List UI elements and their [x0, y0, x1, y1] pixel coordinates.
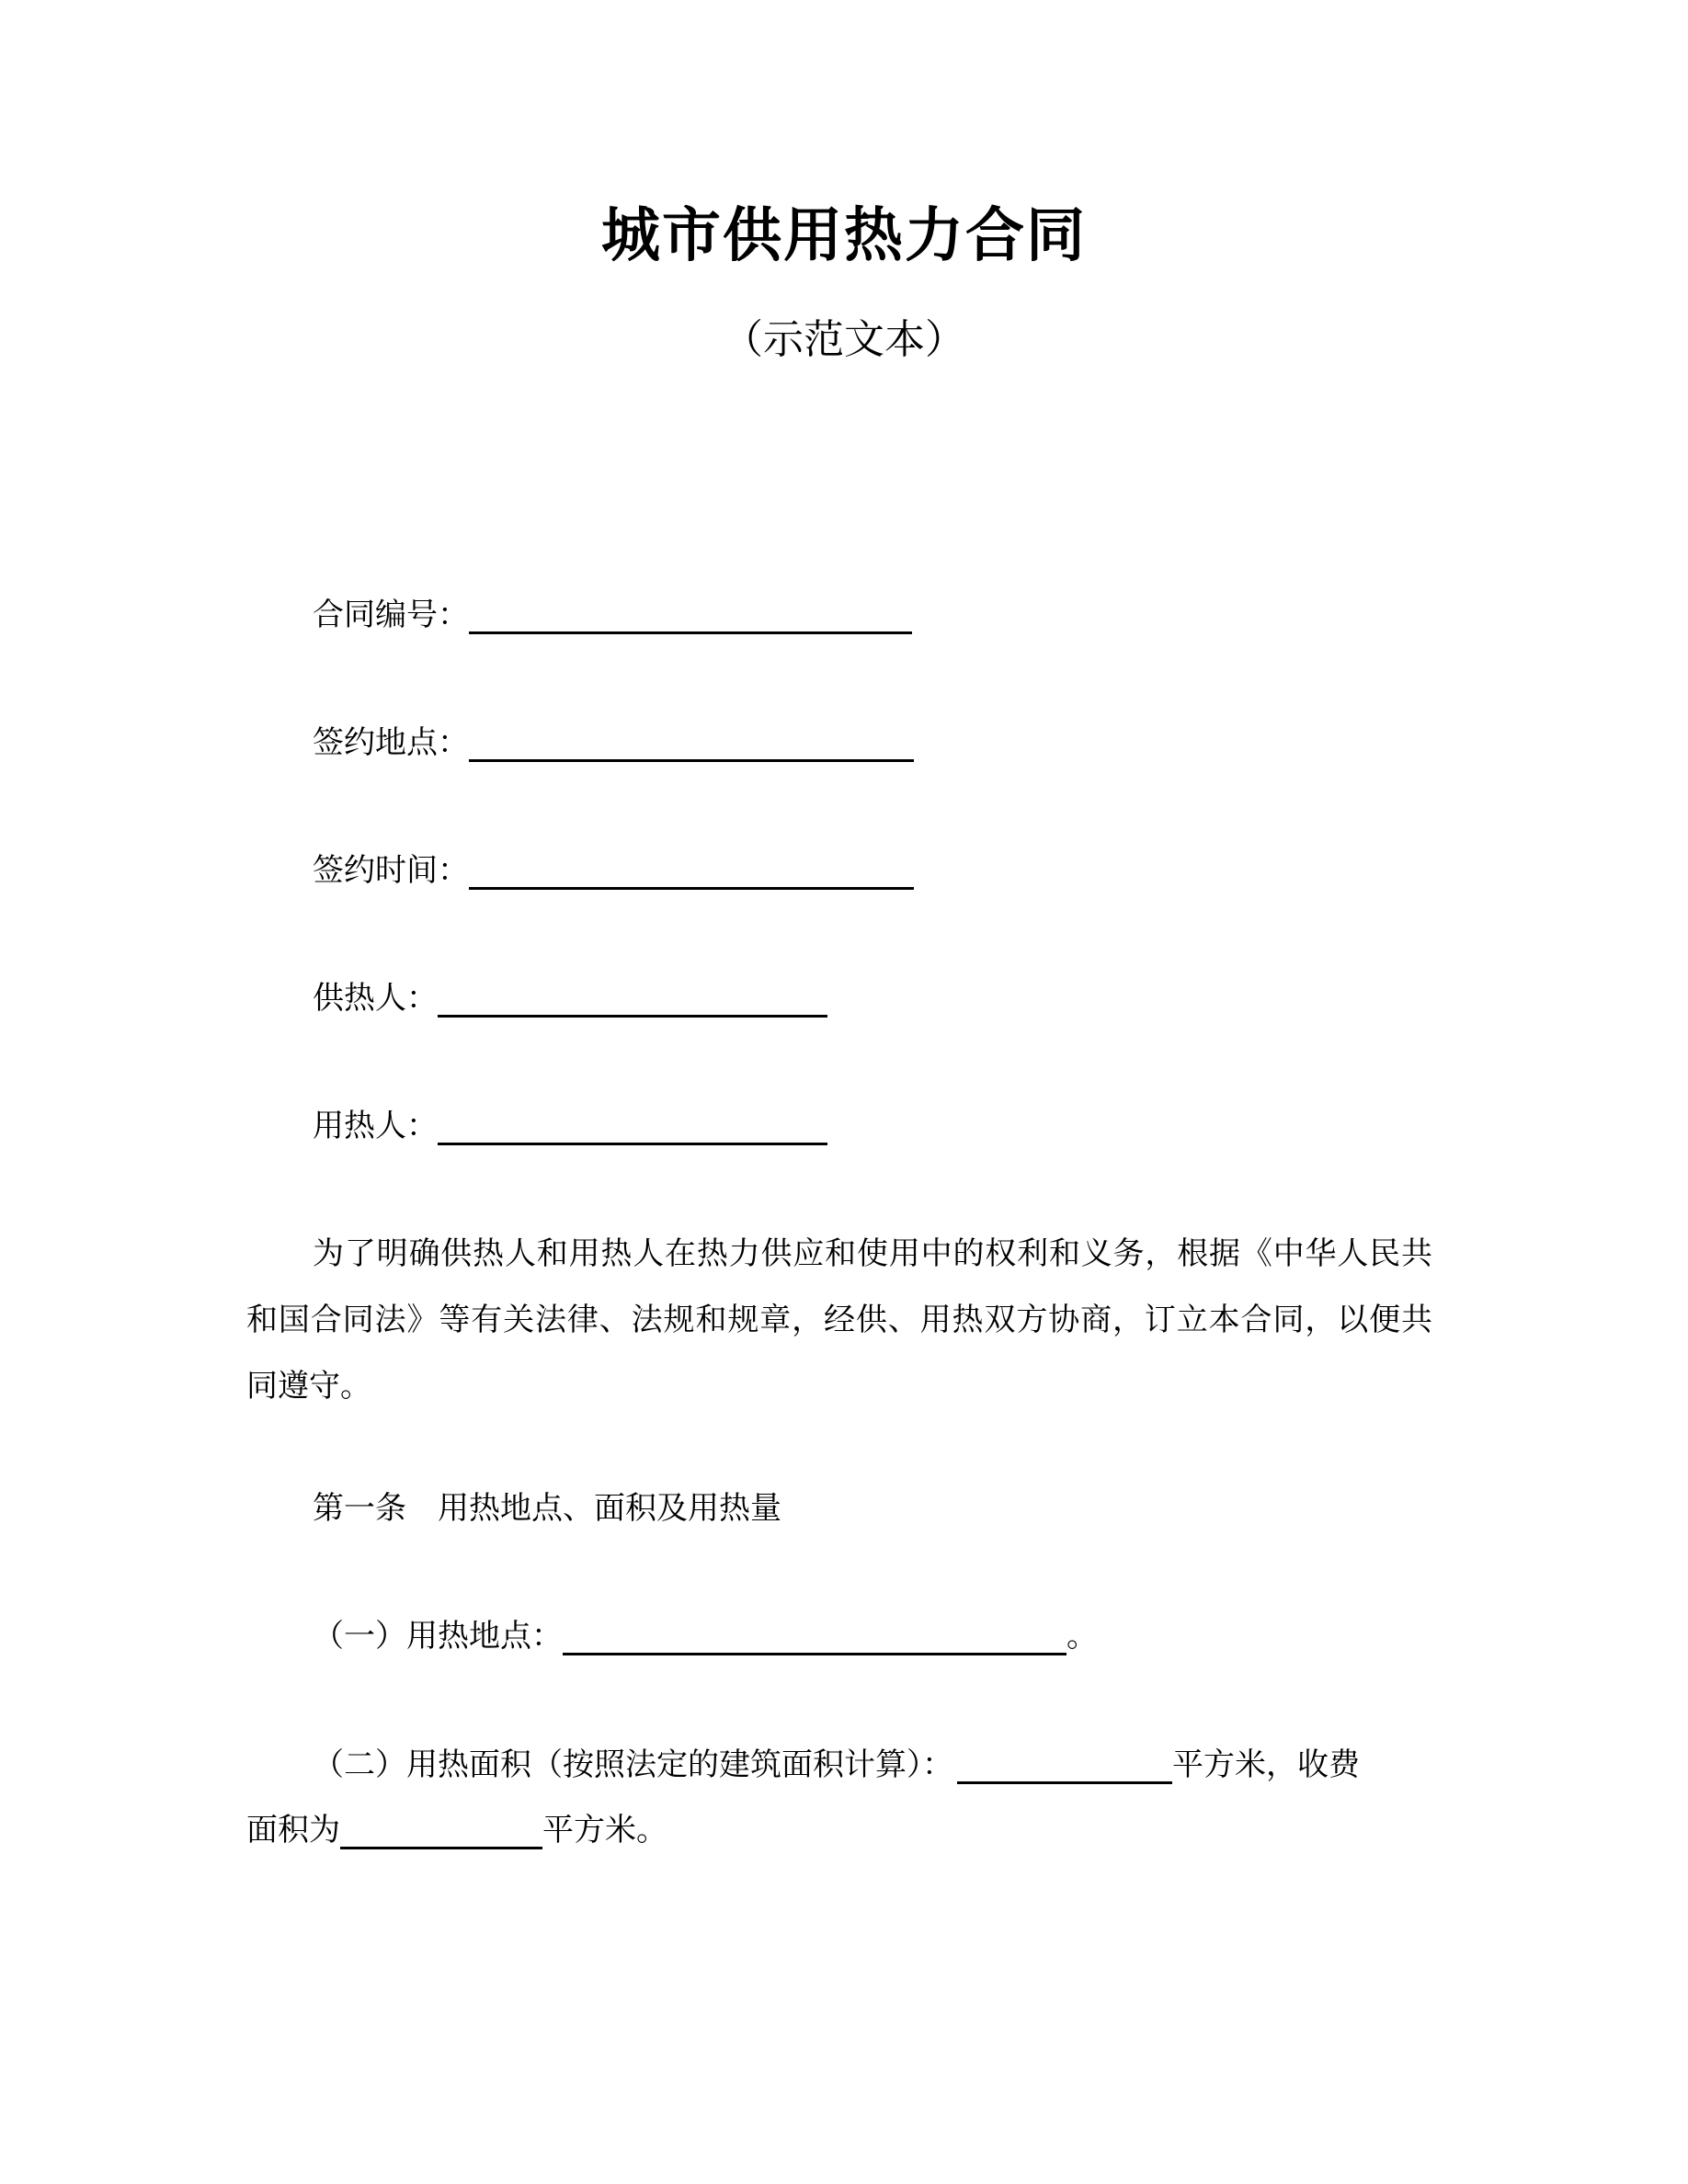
document-title: 城市供用热力合同 [601, 202, 1087, 270]
sign-time-blank [469, 852, 914, 890]
document-subtitle: （示范文本） [723, 316, 965, 363]
item-2-line-2-prefix: 面积为 [246, 1812, 340, 1848]
heat-supplier-label: 供热人： [313, 980, 438, 1017]
article-1-item-1 [313, 1613, 1098, 1659]
sign-time-label: 签约时间： [313, 852, 469, 889]
heat-user-blank [438, 1108, 827, 1145]
item-1-label: （一）用热地点： [313, 1618, 563, 1655]
sign-time-field [313, 847, 914, 893]
heat-area-blank [957, 1746, 1172, 1784]
contract-number-field [313, 592, 912, 638]
article-1-item-2-line-2 [246, 1807, 667, 1853]
heat-supplier-field [313, 975, 827, 1021]
item-2-unit-1: 平方米，收费 [1172, 1746, 1360, 1783]
article-1-number: 第一条 [313, 1490, 406, 1527]
item-1-end: 。 [1066, 1618, 1098, 1655]
contract-number-blank [469, 597, 912, 634]
item-2-label: （二）用热面积（按照法定的建筑面积计算）： [313, 1746, 953, 1783]
preamble-paragraph: 为了明确供热人和用热人在热力供应和使用中的权利和义务，根据《中华人民共和国合同法》等有关法律、法规和规章，经供、用热双方协商，订立本合同，以便共同遵守。 [246, 1235, 1432, 1405]
heat-user-label: 用热人： [313, 1108, 438, 1144]
heat-supplier-blank [438, 980, 827, 1018]
heat-user-field [313, 1103, 827, 1149]
sign-place-field [313, 720, 914, 766]
contract-number-label: 合同编号： [313, 597, 469, 633]
charge-area-blank [340, 1812, 542, 1849]
heat-location-blank [563, 1618, 1066, 1655]
article-1-title: 用热地点、面积及用热量 [438, 1490, 781, 1527]
article-1-item-2-line-1 [313, 1742, 1360, 1788]
sign-place-blank [469, 724, 914, 762]
item-2-unit-2: 平方米。 [542, 1812, 667, 1848]
article-1-heading [313, 1485, 781, 1531]
sign-place-label: 签约地点： [313, 724, 469, 761]
